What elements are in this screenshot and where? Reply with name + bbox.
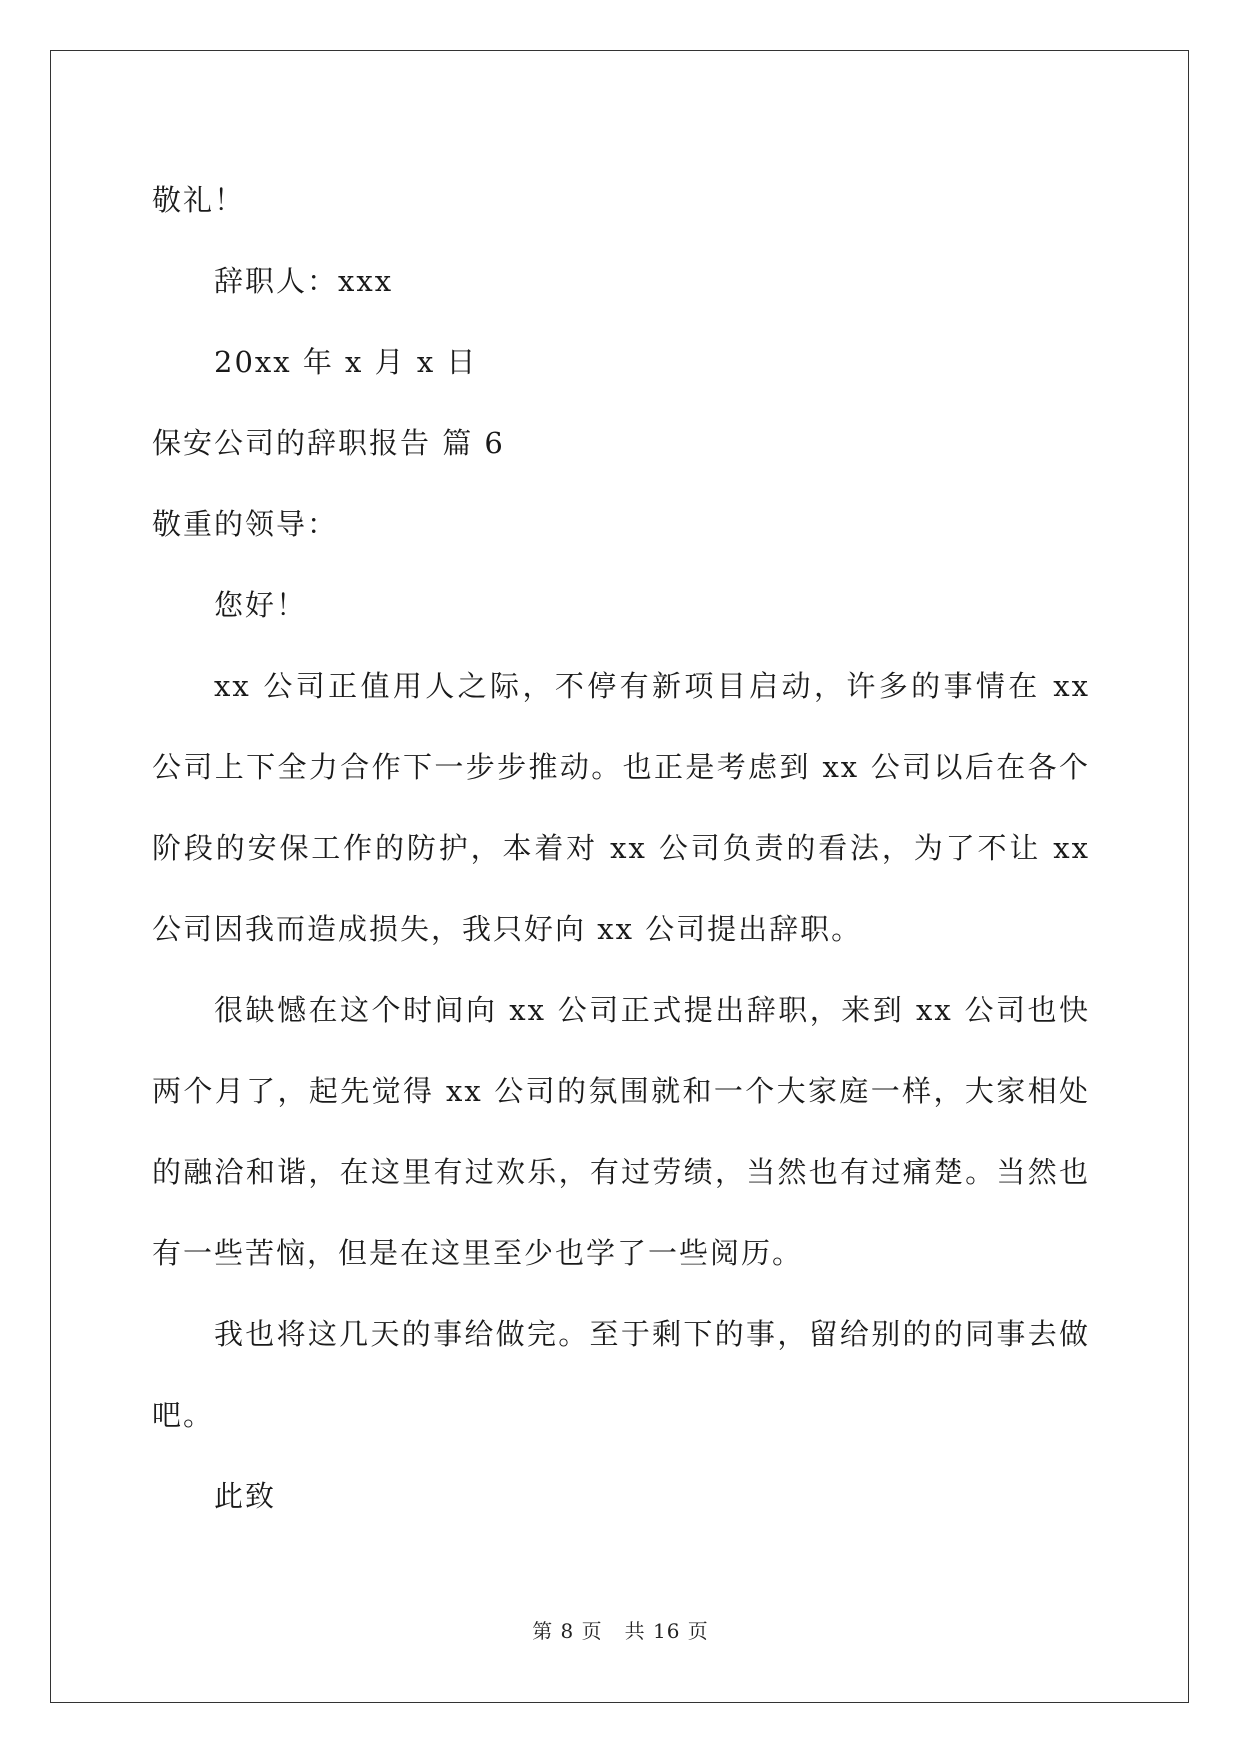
document-body <box>152 160 1090 1537</box>
paragraph-resigner: 辞职人：xxx <box>214 264 394 298</box>
paragraph-hello: 您好！ <box>214 588 308 622</box>
paragraph-closing-salute: 敬礼！ <box>152 183 246 217</box>
page-number: 第 8 页 <box>532 1619 603 1643</box>
section-heading: 保安公司的辞职报告 篇 6 <box>152 426 505 460</box>
paragraph-body-1: xx 公司正值用人之际，不停有新项目启动，许多的事情在 xx 公司上下全力合作下一步步推动。也正是考虑到 xx 公司以后在各个阶段的安保工作的防护，本着对 xx 公司负责的看法，为了不让 xx 公司因我而造成损失，我只好向 xx 公司提出辞职。 <box>152 669 1090 946</box>
page-total: 共 16 页 <box>624 1619 709 1643</box>
paragraph-body-3: 我也将这几天的事给做完。至于剩下的事，留给别的的同事去做吧。 <box>152 1317 1090 1432</box>
paragraph-greeting-recipient: 敬重的领导： <box>152 507 339 541</box>
paragraph-body-2: 很缺憾在这个时间向 xx 公司正式提出辞职，来到 xx 公司也快两个月了，起先觉得 xx 公司的氛围就和一个大家庭一样，大家相处的融洽和谐，在这里有过欢乐，有过劳绩，当然也有过痛楚。当然也有一些苦恼，但是在这里至少也学了一些阅历。 <box>152 993 1090 1270</box>
paragraph-closing: 此致 <box>214 1479 277 1513</box>
paragraph-date: 20xx 年 x 月 x 日 <box>214 345 478 379</box>
page-footer <box>0 1615 1241 1644</box>
